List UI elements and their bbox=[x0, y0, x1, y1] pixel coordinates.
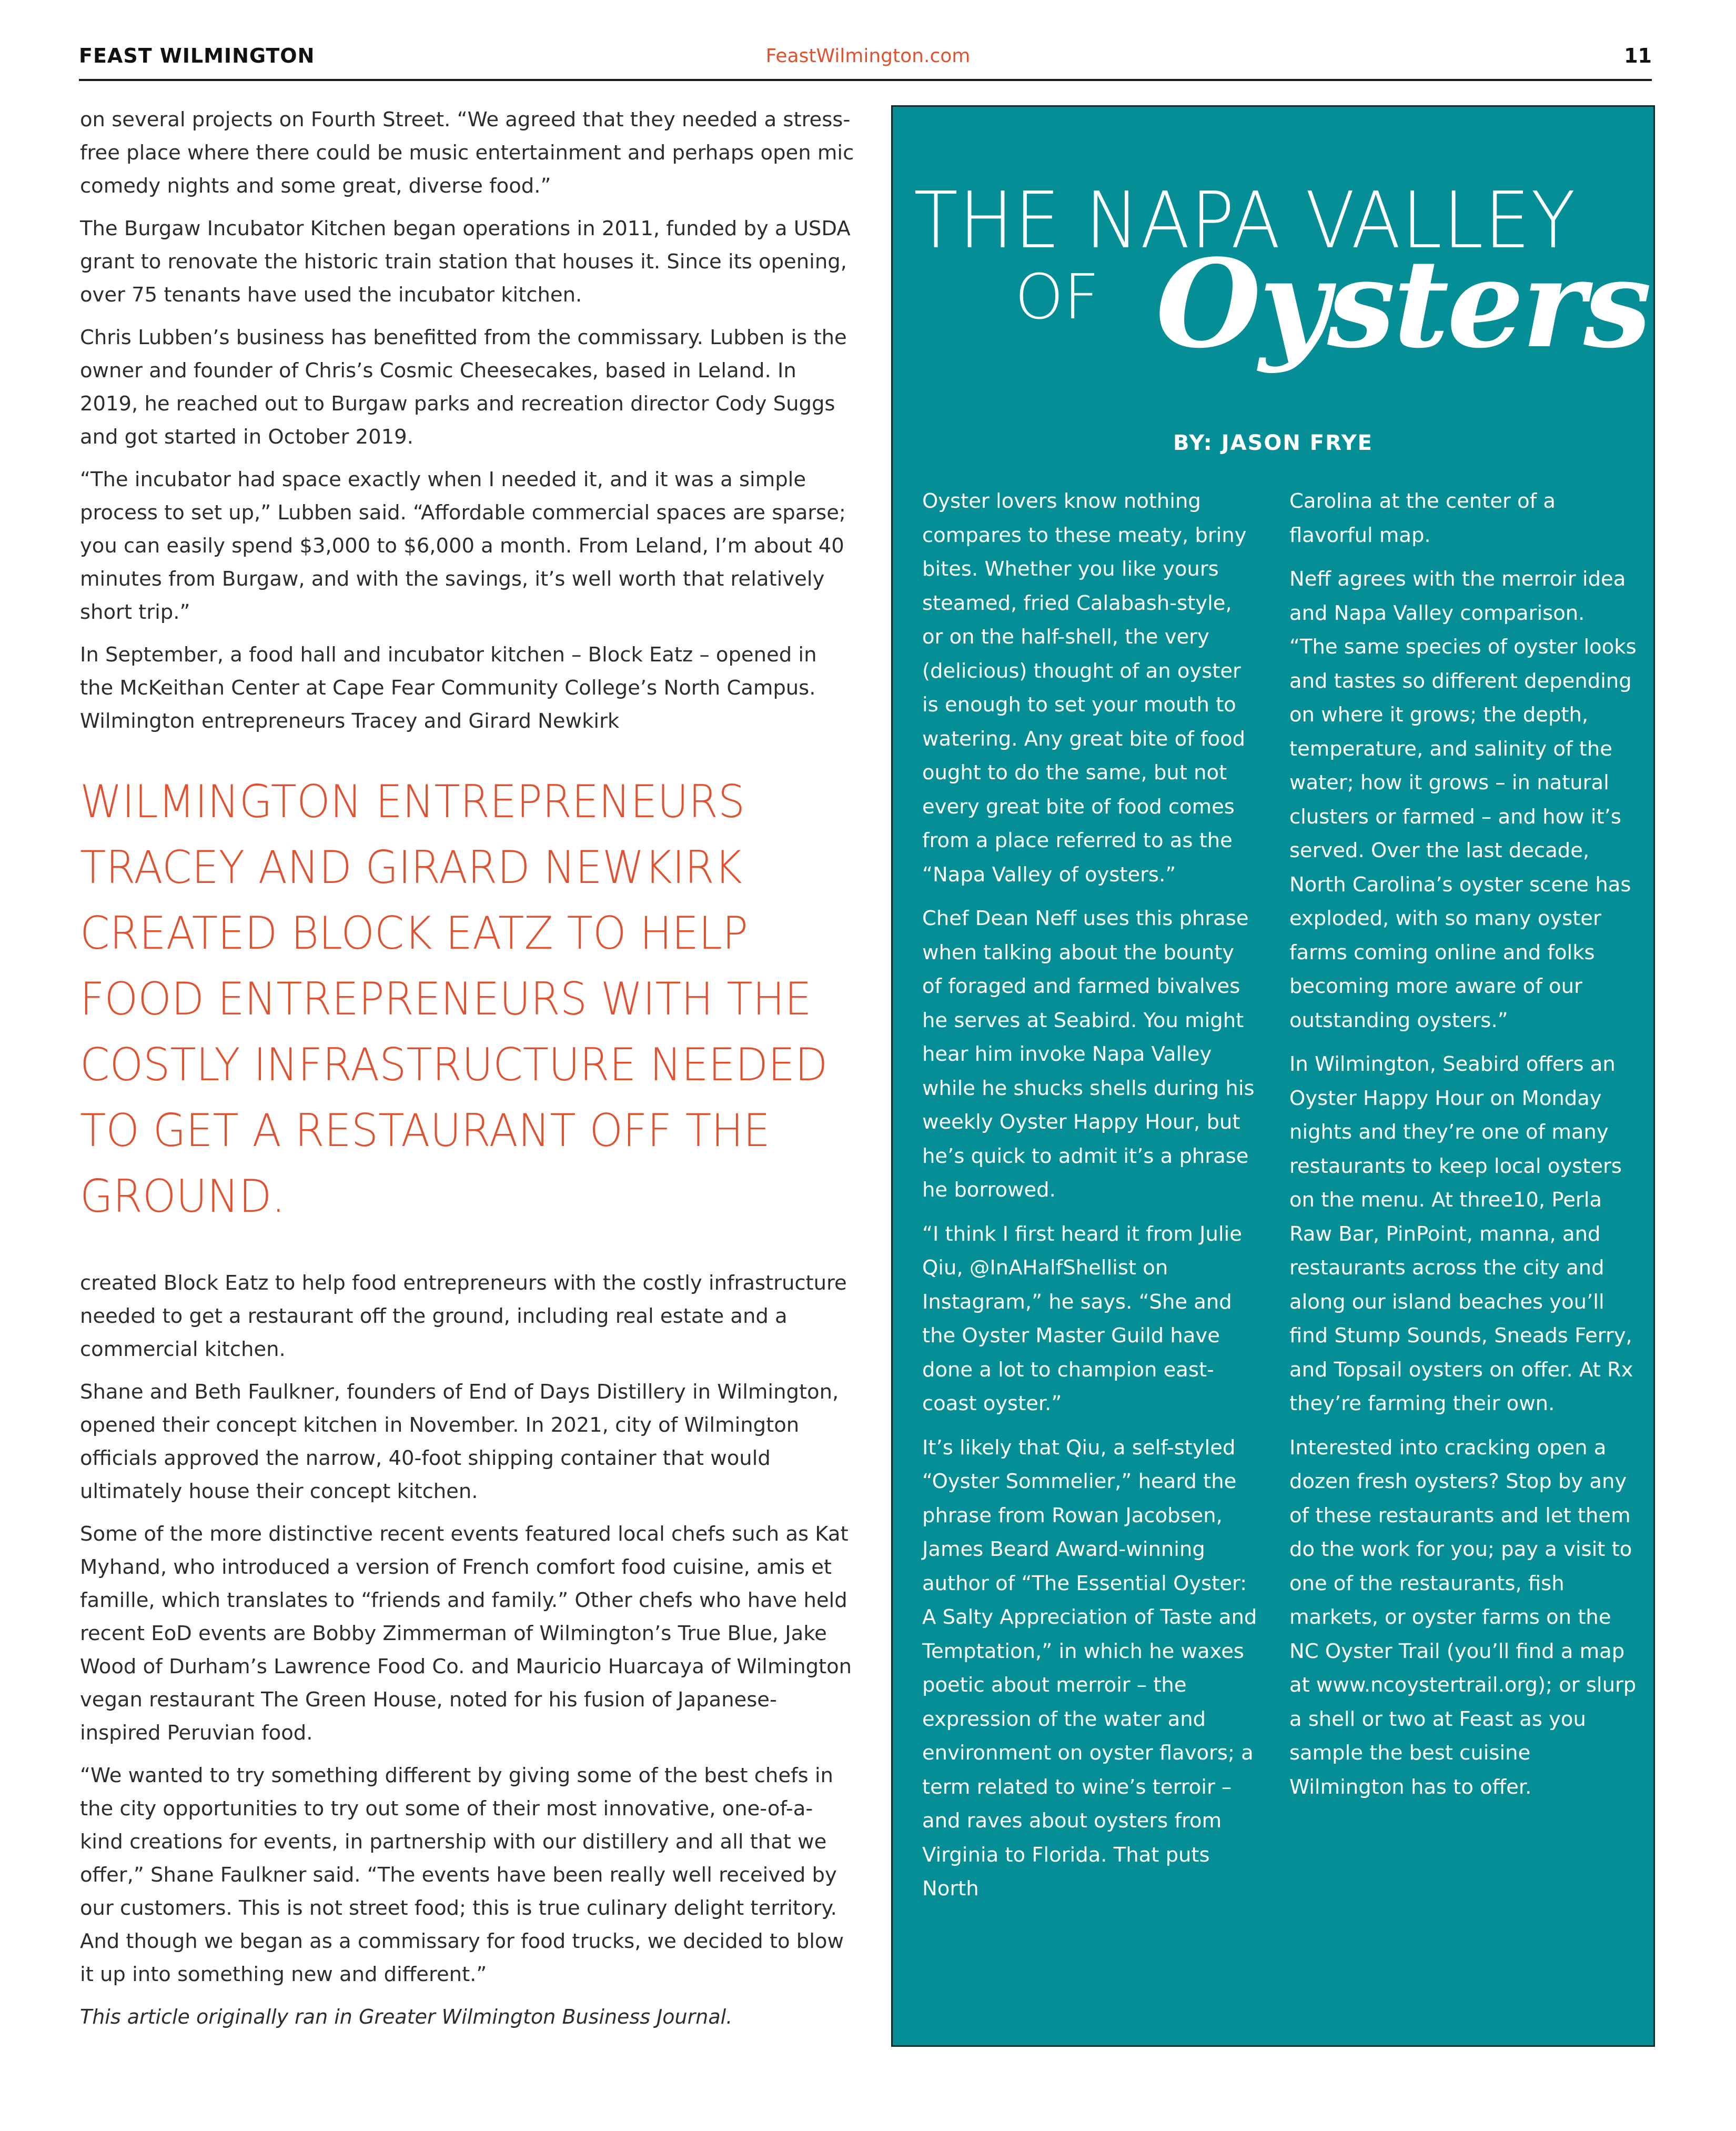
paragraph: “The incubator had space exactly when I needed it, and it was a simple process to set up,” Lubben said. “Affordable commercial spaces are sparse; you can easily spend $3,000 to $6,000 a month. From Leland, I’m about 40 minutes from Burgaw, and with the savings, it’s well worth that relatively short trip.” bbox=[80, 468, 846, 624]
sidebar-column-1 bbox=[922, 485, 1259, 1916]
website-link[interactable]: FeastWilmington.com bbox=[765, 45, 971, 67]
paragraph: In September, a food hall and incubator kitchen – Block Eatz – opened in the McKeithan Center at Cape Fear Community College’s North Campus. Wilmington entrepreneurs Tracey and Girard Newkirk bbox=[80, 643, 817, 733]
paragraph: In Wilmington, Seabird offers an Oyster Happy Hour on Monday nights and they’re one of many restaurants to keep local oysters on the menu. At three10, Perla Raw Bar, PinPoint, manna, and restaurants across the city and along our island beaches you’ll find Stump Sounds, Sneads Ferry, and Topsail oysters on offer. At Rx they’re farming their own. bbox=[1289, 1052, 1633, 1415]
paragraph: Interested into cracking open a dozen fresh oysters? Stop by any of these restaurants and let them do the work for you; pay a visit to one of the restaurants, fish markets, or oyster farms on the NC Oyster Trail (you’ll find a map at www.ncoystertrail.org); or slurp a shell or two at Feast as you sample the best cuisine Wilmington has to offer. bbox=[1289, 1435, 1637, 1799]
pull-quote: WILMINGTON ENTREPRENEURS TRACEY AND GIRARD NEWKIRK CREATED BLOCK EATZ TO HELP FOOD ENTREPRENEURS WITH THE COSTLY INFRASTRUCTURE NEEDED TO GET A RESTAURANT OFF THE GROUND. bbox=[80, 776, 828, 1223]
paragraph: Chris Lubben’s business has benefitted from the commissary. Lubben is the owner and founder of Chris’s Cosmic Cheesecakes, based in Leland. In 2019, he reached out to Burgaw parks and recreation director Cody Suggs and got started in October 2019. bbox=[80, 326, 847, 449]
article-body-bottom bbox=[80, 1266, 856, 1991]
paragraph: Shane and Beth Faulkner, founders of End of Days Distillery in Wilmington, opened their concept kitchen in November. In 2021, city of Wilmington officials approved the narrow, 40-foot shipping container that would ultimately house their concept kitchen. bbox=[80, 1380, 839, 1503]
oyster-sidebar bbox=[891, 105, 1655, 2047]
page-header bbox=[79, 41, 1652, 81]
paragraph: created Block Eatz to help food entrepreneurs with the costly infrastructure needed to get a restaurant off the ground, including real estate and a commercial kitchen. bbox=[80, 1271, 847, 1361]
sidebar-byline: BY: JASON FRYE bbox=[1173, 431, 1373, 455]
sidebar-title-of: OF bbox=[1015, 260, 1099, 333]
paragraph: on several projects on Fourth Street. “We agreed that they needed a stress-free place where there could be music entertainment and perhaps open mic comedy nights and some great, diverse food.” bbox=[80, 108, 854, 198]
sidebar-title-line1: THE NAPA VALLEY bbox=[914, 175, 1577, 266]
main-article bbox=[80, 103, 856, 2034]
paragraph: Carolina at the center of a flavorful map. bbox=[1289, 489, 1556, 547]
paragraph: “I think I first heard it from Julie Qiu, @InAHalfShellist on Instagram,” he says. “She and the Oyster Master Guild have done a lot to champion east-coast oyster.” bbox=[922, 1222, 1242, 1415]
article-body-top bbox=[80, 103, 856, 738]
page-number: 11 bbox=[1624, 44, 1652, 67]
publication-name: FEAST WILMINGTON bbox=[79, 44, 315, 67]
article-credit: This article originally ran in Greater Wilmington Business Journal. bbox=[80, 2005, 733, 2028]
paragraph: The Burgaw Incubator Kitchen began operations in 2011, funded by a USDA grant to renovate the historic train station that houses it. Since its opening, over 75 tenants have used the incubator kitchen. bbox=[80, 217, 851, 307]
paragraph: Some of the more distinctive recent events featured local chefs such as Kat Myhand, who introduced a version of French comfort food cuisine, amis et famille, which translates to “friends and family.” Other chefs who have held recent EoD events are Bobby Zimmerman of Wilmington’s True Blue, Jake Wood of Durham’s Lawrence Food Co. and Mauricio Huarcaya of Wilmington vegan restaurant The Green House, noted for his fusion of Japanese-inspired Peruvian food. bbox=[80, 1522, 852, 1745]
paragraph: It’s likely that Qiu, a self-styled “Oyster Sommelier,” heard the phrase from Rowan Jacobsen, James Beard Award-winning author of “The Essential Oyster: A Salty Appreciation of Taste and Temptation,” in which he waxes poetic about merroir – the expression of the water and environment on oyster flavors; a term related to wine’s terroir – and raves about oysters from Virginia to Florida. That puts North bbox=[922, 1435, 1257, 1901]
paragraph: Oyster lovers know nothing compares to these meaty, briny bites. Whether you like yours steamed, fried Calabash-style, or on the half-shell, the very (delicious) thought of an oyster is enough to set your mouth to watering. Any great bite of food ought to do the same, but not every great bite of food comes from a place referred to as the “Napa Valley of oysters.” bbox=[922, 489, 1247, 887]
sidebar-column-2 bbox=[1289, 485, 1639, 1814]
paragraph: Neff agrees with the merroir idea and Napa Valley comparison. “The same species of oyster looks and tastes so different depending on where it grows; the depth, temperature, and salinity of the water; how it grows – in natural clusters or farmed – and how it’s served. Over the last decade, North Carolina’s oyster scene has exploded, with so many oyster farms coming online and folks becoming more aware of our outstanding oysters.” bbox=[1289, 567, 1637, 1032]
sidebar-title-oysters: Oysters bbox=[1156, 233, 1650, 375]
paragraph: Chef Dean Neff uses this phrase when talking about the bounty of foraged and farmed bivalves he serves at Seabird. You might hear him invoke Napa Valley while he shucks shells during his weekly Oyster Happy Hour, but he’s quick to admit it’s a phrase he borrowed. bbox=[922, 907, 1255, 1202]
paragraph: “We wanted to try something different by giving some of the best chefs in the city opportunities to try out some of their most innovative, one-of-a-kind creations for events, in partnership with our distillery and all that we offer,” Shane Faulkner said. “The events have been really well received by our customers. This is not street food; this is true culinary delight territory. And though we began as a commissary for food trucks, we decided to blow it up into something new and different.” bbox=[80, 1764, 844, 1986]
